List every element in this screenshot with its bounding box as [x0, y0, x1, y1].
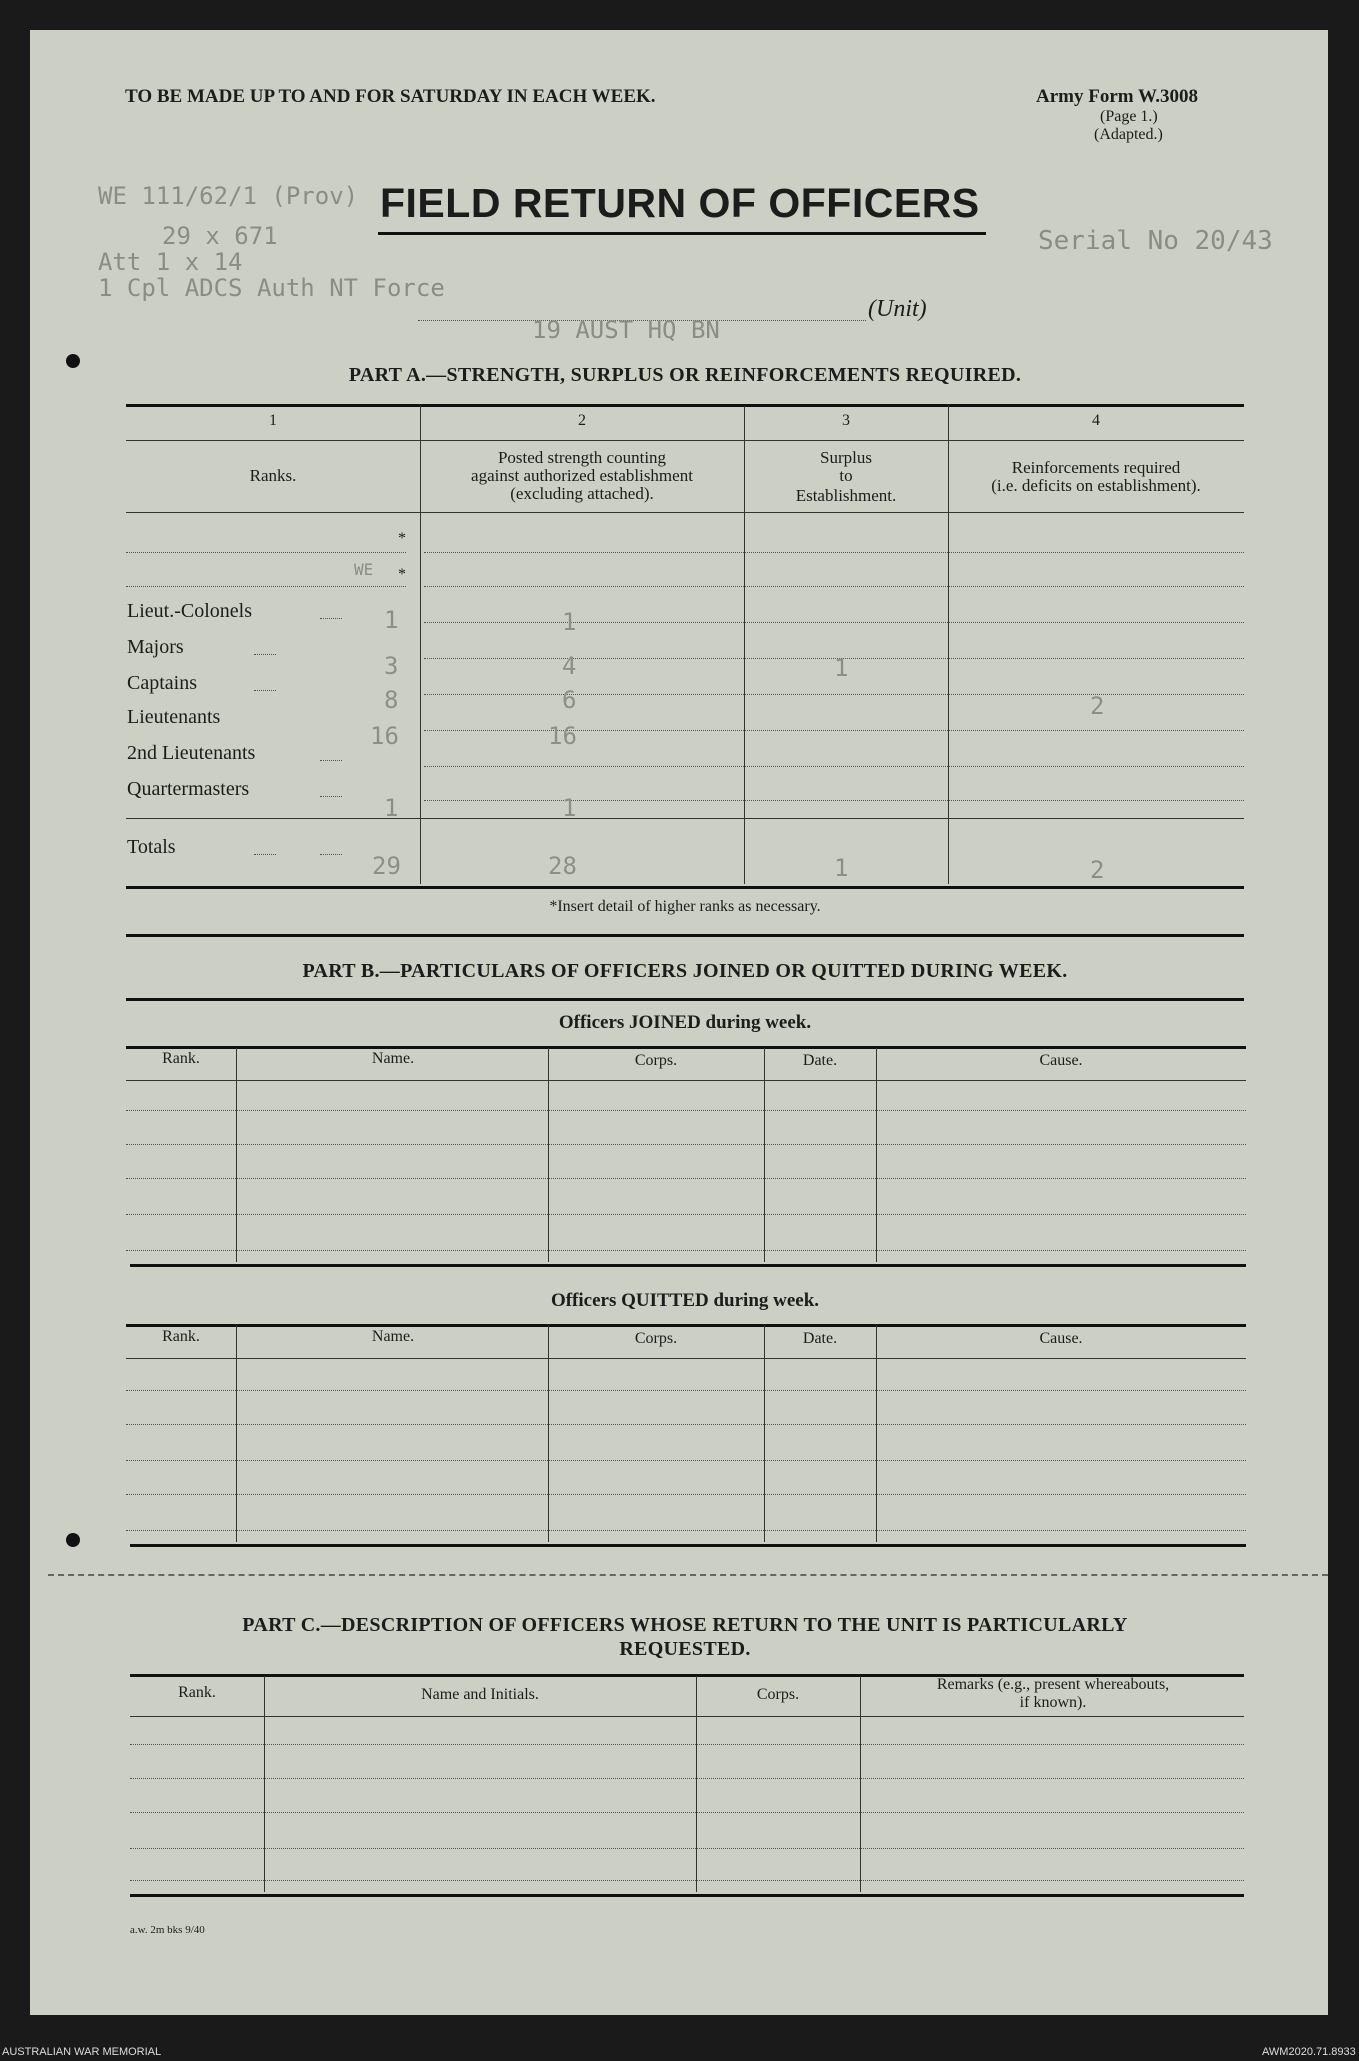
quitted-row-rule — [126, 1530, 1246, 1531]
part-c-remarks-2: if known). — [1019, 1694, 1087, 1711]
row-rule — [424, 694, 1244, 695]
leader-dots — [320, 760, 342, 761]
total-reinf: 2 — [1090, 856, 1105, 884]
est-value: 16 — [370, 722, 399, 750]
header-surplus-1: Surplus — [820, 448, 872, 467]
header-bottom-rule — [126, 512, 1244, 513]
we-mark: WE — [354, 560, 374, 579]
header-posted-3: (excluding attached). — [510, 484, 654, 503]
typed-reference-2: 29 x 671 — [162, 222, 278, 250]
leader-dots — [254, 690, 276, 691]
rank-label: Lieut.-Colonels — [127, 600, 252, 622]
quitted-bottom-rule — [130, 1544, 1246, 1547]
part-a-top-rule — [126, 404, 1244, 407]
header-surplus-3: Establishment. — [795, 486, 897, 505]
part-c-title-1: PART C.—DESCRIPTION OF OFFICERS WHOSE RETURN TO THE UNIT IS PARTICULARLY — [242, 1614, 1128, 1636]
unit-label: (Unit) — [868, 296, 927, 322]
quitted-row-rule — [126, 1494, 1246, 1495]
star-mark: * — [398, 566, 406, 583]
header-ranks: Ranks. — [249, 466, 297, 485]
joined-bottom-rule — [130, 1264, 1246, 1267]
header-rule — [126, 440, 1244, 441]
star-mark: * — [398, 530, 406, 547]
est-value: 8 — [384, 686, 399, 714]
row-rule — [424, 730, 1244, 731]
col-number-2: 2 — [578, 412, 586, 429]
row-rule — [424, 586, 1244, 587]
totals-label: Totals — [127, 836, 176, 858]
punch-hole-bottom — [66, 1533, 80, 1547]
form-page: (Page 1.) — [1100, 108, 1158, 125]
joined-row-rule — [126, 1110, 1246, 1111]
leader-dots — [320, 854, 342, 855]
col-number-3: 3 — [842, 412, 850, 429]
quitted-col-cause: Cause. — [1039, 1330, 1083, 1347]
part-b-top-rule — [126, 934, 1244, 937]
joined-row-rule — [126, 1250, 1246, 1251]
quitted-col-rank: Rank. — [162, 1328, 200, 1345]
rank-label: 2nd Lieutenants — [127, 742, 256, 764]
joined-title: Officers JOINED during week. — [558, 1012, 812, 1033]
row-rule — [424, 622, 1244, 623]
rank-label: Majors — [127, 636, 184, 658]
header-posted-2: against authorized establishment — [471, 466, 693, 485]
part-a-footnote: *Insert detail of higher ranks as necessary. — [549, 898, 821, 915]
header-reinf-2: (i.e. deficits on establishment). — [991, 476, 1201, 495]
rank-blank-line — [126, 552, 406, 553]
quitted-row-rule — [126, 1424, 1246, 1425]
part-b-title: PART B.—PARTICULARS OF OFFICERS JOINED OR QUITTED DURING WEEK. — [302, 960, 1068, 982]
form-adapted: (Adapted.) — [1094, 126, 1163, 143]
part-c-row-rule — [130, 1778, 1244, 1779]
joined-col-name: Name. — [371, 1050, 415, 1067]
part-a-bottom-rule — [126, 886, 1244, 889]
punch-hole-top — [66, 354, 80, 368]
part-a-title: PART A.—STRENGTH, SURPLUS OR REINFORCEMENTS REQUIRED. — [348, 364, 1022, 386]
row-rule — [424, 800, 1244, 801]
leader-dots — [254, 854, 276, 855]
row-rule — [424, 766, 1244, 767]
leader-dots — [320, 796, 342, 797]
est-value: 1 — [384, 794, 399, 822]
header-reinf-1: Reinforcements required — [1011, 458, 1181, 477]
row-rule — [424, 552, 1244, 553]
joined-row-rule — [126, 1178, 1246, 1179]
part-b-title-rule — [126, 998, 1244, 1001]
rank-label: Lieutenants — [127, 706, 221, 728]
part-c-header-rule — [130, 1716, 1244, 1717]
rank-blank-line — [126, 586, 406, 587]
archive-footer-left: AUSTRALIAN WAR MEMORIAL — [2, 2046, 162, 2058]
perforation-line — [48, 1574, 1328, 1576]
part-c-bottom-rule — [130, 1894, 1244, 1897]
serial-number: Serial No 20/43 — [1038, 226, 1273, 256]
joined-col-corps: Corps. — [634, 1052, 678, 1069]
part-c-title-2: REQUESTED. — [619, 1638, 751, 1660]
typed-reference-3: Att 1 x 14 — [98, 248, 243, 276]
joined-row-rule — [126, 1144, 1246, 1145]
part-c-row-rule — [130, 1744, 1244, 1745]
part-c-col-rank: Rank. — [178, 1684, 216, 1701]
unit-value: 19 AUST HQ BN — [532, 316, 720, 344]
part-c-remarks-1: Remarks (e.g., present whereabouts, — [936, 1676, 1170, 1693]
joined-col-cause: Cause. — [1039, 1052, 1083, 1069]
part-c-col-divider — [860, 1676, 861, 1892]
posted-value: 1 — [562, 608, 577, 636]
joined-col-rank: Rank. — [162, 1050, 200, 1067]
header-posted-1: Posted strength counting — [497, 448, 667, 467]
posted-value: 6 — [562, 686, 577, 714]
joined-row-rule — [126, 1214, 1246, 1215]
part-c-row-rule — [130, 1848, 1244, 1849]
quitted-col-date: Date. — [802, 1330, 838, 1347]
part-c-col-corps: Corps. — [756, 1686, 800, 1703]
part-c-col-name: Name and Initials. — [421, 1686, 539, 1703]
part-c-col-divider — [264, 1676, 265, 1892]
part-c-col-divider — [696, 1676, 697, 1892]
posted-value: 4 — [562, 652, 577, 680]
col-number-4: 4 — [1092, 412, 1100, 429]
col-number-1: 1 — [269, 412, 277, 429]
total-surplus: 1 — [834, 854, 849, 882]
posted-value: 16 — [548, 722, 577, 750]
typed-reference-1: WE 111/62/1 (Prov) — [98, 182, 359, 210]
page-title: FIELD RETURN OF OFFICERS — [380, 180, 980, 226]
header-surplus-2: to — [839, 466, 853, 485]
joined-header-rule — [126, 1080, 1246, 1081]
quitted-row-rule — [126, 1390, 1246, 1391]
title-underline — [378, 232, 986, 235]
rank-label: Quartermasters — [127, 778, 250, 800]
reinf-value: 2 — [1090, 692, 1105, 720]
rank-label: Captains — [127, 672, 197, 694]
est-value: 1 — [384, 606, 399, 634]
joined-top-rule — [126, 1046, 1246, 1049]
part-c-row-rule — [130, 1880, 1244, 1881]
total-est: 29 — [372, 852, 401, 880]
part-c-row-rule — [130, 1812, 1244, 1813]
quitted-header-rule — [126, 1358, 1246, 1359]
surplus-value: 1 — [834, 654, 849, 682]
instruction-text: TO BE MADE UP TO AND FOR SATURDAY IN EACH WEEK. — [125, 86, 656, 107]
total-posted: 28 — [548, 852, 577, 880]
leader-dots — [254, 654, 276, 655]
quitted-row-rule — [126, 1460, 1246, 1461]
archive-footer-right: AWM2020.71.8933 — [1262, 2046, 1356, 2058]
est-value: 3 — [384, 652, 399, 680]
quitted-col-corps: Corps. — [634, 1330, 678, 1347]
quitted-col-name: Name. — [371, 1328, 415, 1345]
quitted-top-rule — [126, 1324, 1246, 1327]
printer-imprint: a.w. 2m bks 9/40 — [130, 1924, 205, 1936]
typed-reference-4: 1 Cpl ADCS Auth NT Force — [98, 274, 445, 302]
joined-col-date: Date. — [802, 1052, 838, 1069]
quitted-title: Officers QUITTED during week. — [550, 1290, 820, 1311]
posted-value: 1 — [562, 794, 577, 822]
totals-rule — [126, 818, 1244, 819]
form-number: Army Form W.3008 — [1036, 86, 1199, 107]
leader-dots — [320, 618, 342, 619]
